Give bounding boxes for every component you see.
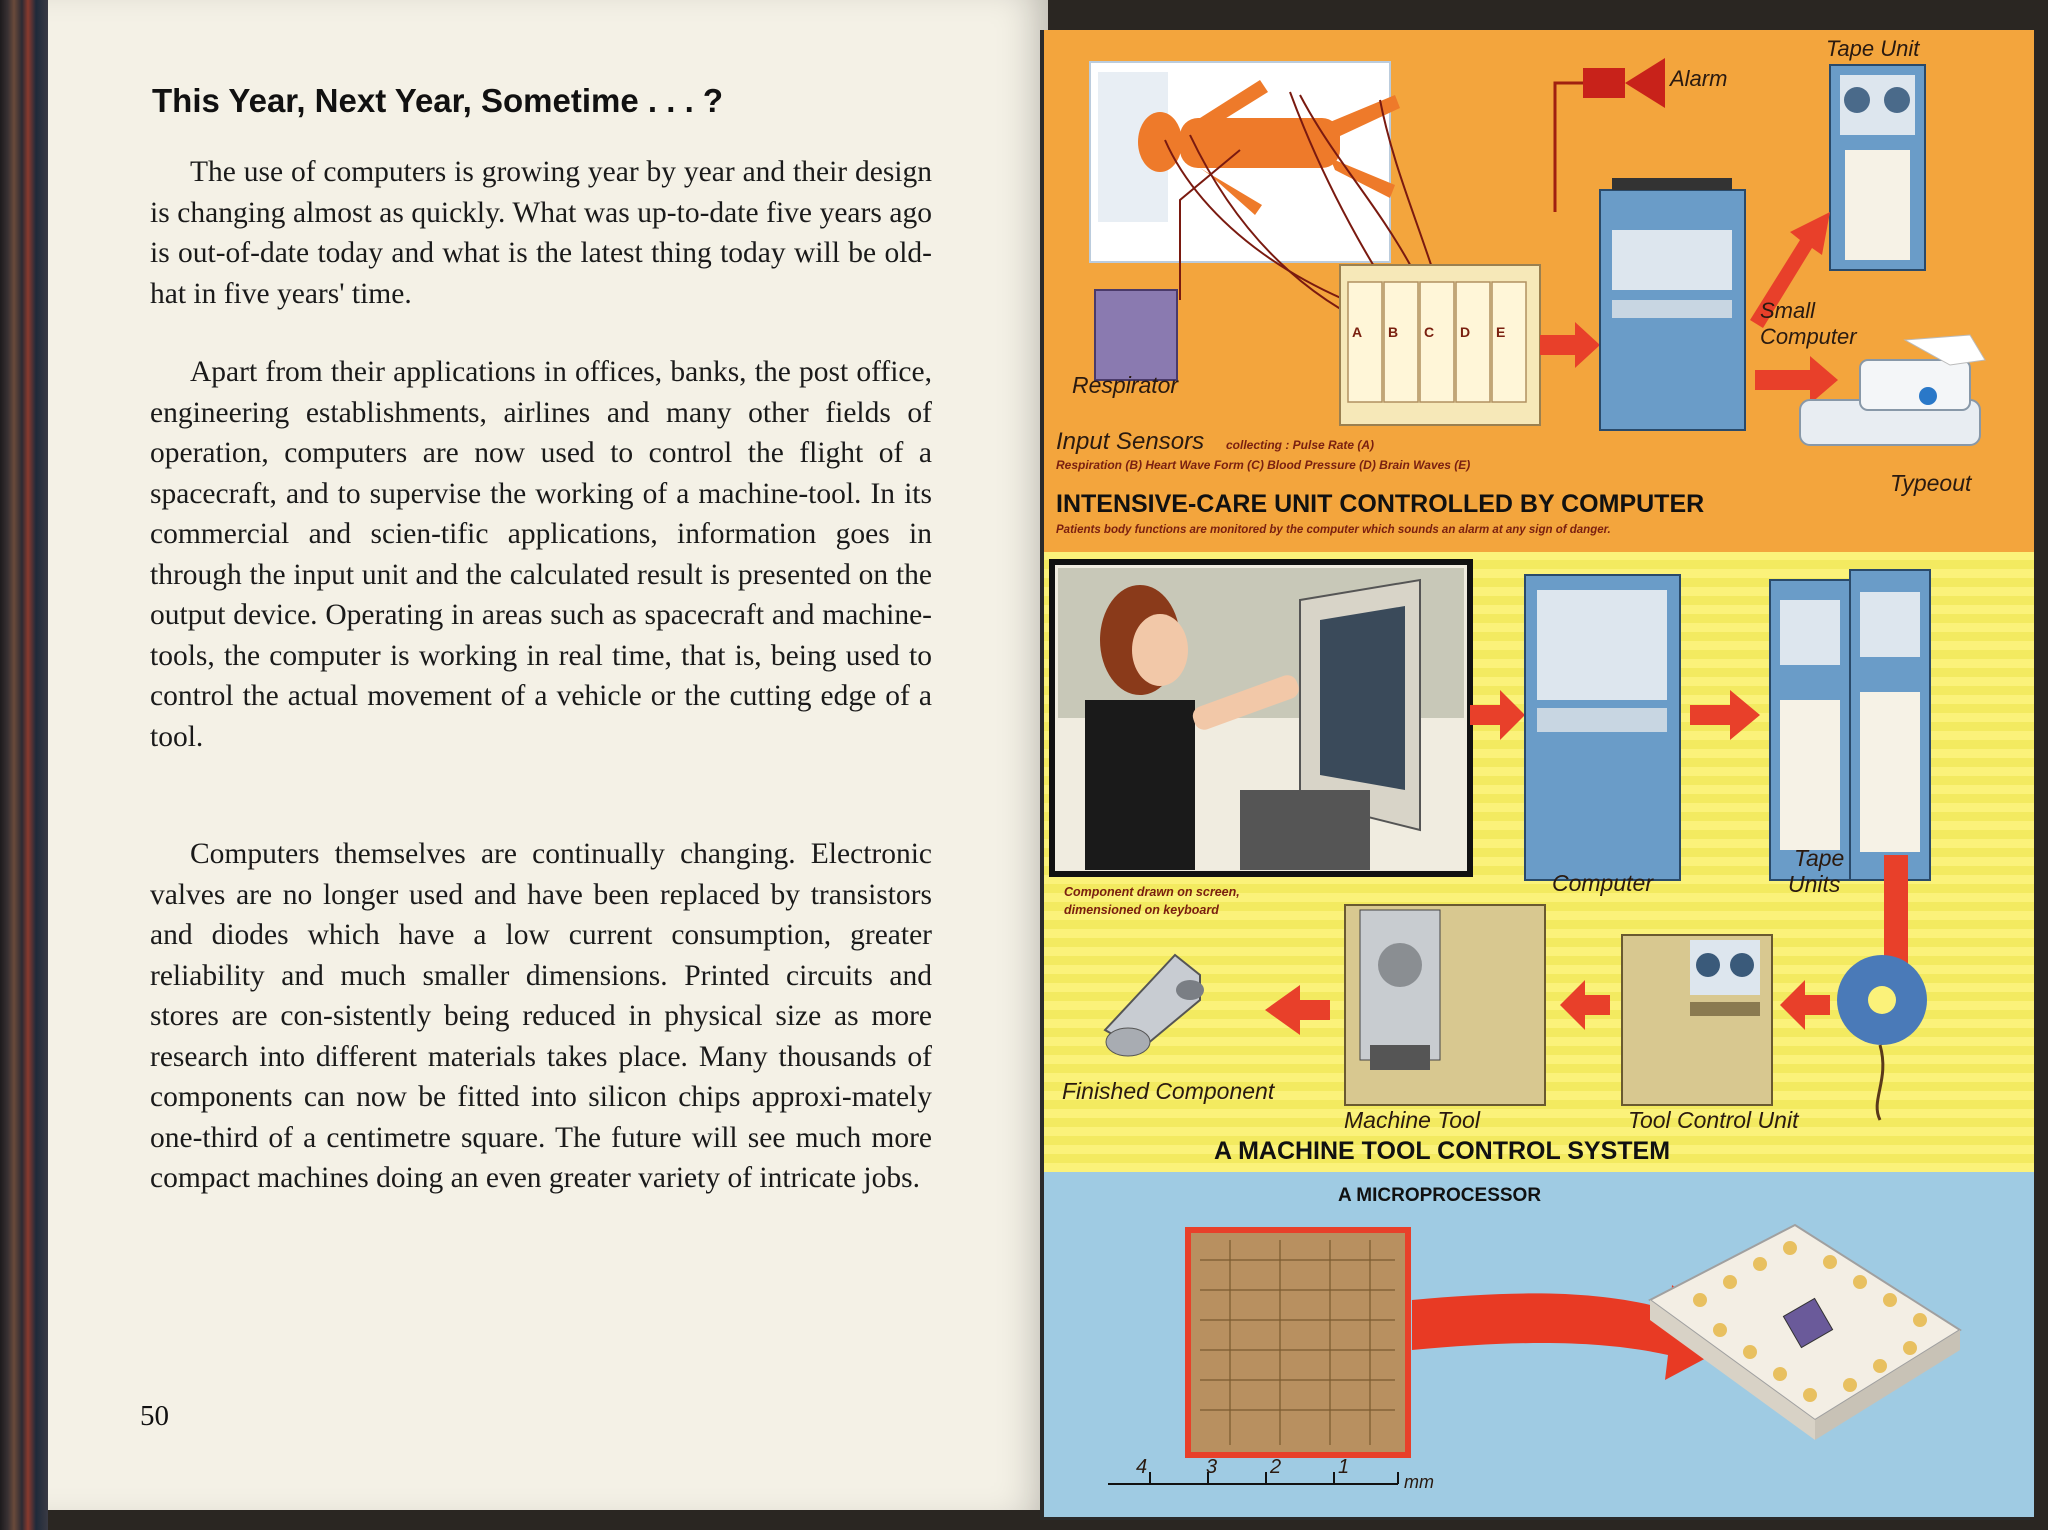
label-machine-tool: Machine Tool	[1344, 1107, 1480, 1133]
label-input-sensors: Input Sensors	[1056, 428, 1205, 455]
label-respirator: Respirator	[1072, 372, 1179, 398]
label-typeout: Typeout	[1890, 470, 1972, 496]
label-sensors-detail-2: Respiration (B) Heart Wave Form (C) Blood Pressure (D) Brain Waves (E)	[1056, 458, 1471, 472]
page-number: 50	[140, 1400, 169, 1432]
channel-label-c: C	[1424, 324, 1435, 340]
microprocessor-title: A MICROPROCESSOR	[1338, 1185, 1542, 1206]
scale-label-3: 3	[1206, 1456, 1218, 1478]
scale-label-2: 2	[1270, 1456, 1282, 1478]
scale-unit: mm	[1404, 1472, 1434, 1492]
label-tape-units-2: Units	[1788, 871, 1841, 897]
label-screen-caption-1: Component drawn on screen,	[1064, 885, 1240, 899]
channel-label-a: A	[1352, 324, 1363, 340]
label-alarm: Alarm	[1670, 66, 1728, 91]
label-screen-caption-2: dimensioned on keyboard	[1064, 903, 1219, 917]
scale-label-1: 1	[1338, 1456, 1350, 1478]
label-tape-unit: Tape Unit	[1826, 36, 1920, 61]
paragraph-2: Apart from their applications in offices, banks, the post office, engineering establishments, airlines and many other fields of operation, computers are now used to control the flight of a spacecraft, and to supervise the working of a machine-tool. In its commercial and scien-tific applications, information goes in through the input unit and the calculated result is presented on the output device. Operating in areas such as spacecraft and machine-tools, the computer is working in real time, that is, being used to control the actual movement of a vehicle or the cutting edge of a tool.	[150, 356, 932, 753]
scale-bar	[1108, 1472, 1398, 1484]
paragraph-3: Computers themselves are continually changing. Electronic valves are no longer used and have been replaced by transistors and diodes which have a low current consumption, greater reliability and much smaller dimensions. Printed circuits and stores are con-sistently being reduced in physical size as more research into different materials takes place. Many thousands of components can now be fitted into silicon chips approxi-mately one-third of a centimetre square. The future will see much more compact machines doing an even greater variety of intricate jobs.	[150, 838, 932, 1194]
channel-label-d: D	[1460, 324, 1471, 340]
scale-label-4: 4	[1136, 1456, 1148, 1478]
page-heading: This Year, Next Year, Sometime . . . ?	[152, 82, 724, 119]
label-tool-control-unit: Tool Control Unit	[1628, 1107, 1799, 1133]
icu-title: INTENSIVE-CARE UNIT CONTROLLED BY COMPUTER	[1056, 490, 1705, 518]
label-finished-component: Finished Component	[1062, 1078, 1275, 1104]
silicon-chip-icon	[1188, 1230, 1408, 1455]
channel-label-b: B	[1388, 324, 1399, 340]
label-small-computer-2: Computer	[1760, 324, 1857, 349]
label-small-computer-1: Small	[1760, 298, 1816, 323]
label-computer: Computer	[1552, 870, 1653, 896]
machine-tool-title: A MACHINE TOOL CONTROL SYSTEM	[1214, 1137, 1671, 1165]
paragraph-1: The use of computers is growing year by year and their design is changing almost as quickly. What was up-to-date five years ago is out-of-date today and what is the latest thing today will be old-hat in five years' time.	[150, 156, 932, 310]
icu-subtitle: Patients body functions are monitored by the computer which sounds an alarm at any sign of danger.	[1056, 524, 1611, 536]
label-sensors-detail-1: collecting : Pulse Rate (A)	[1226, 438, 1375, 452]
label-tape-units-1: Tape	[1794, 845, 1845, 871]
channel-label-e: E	[1496, 324, 1506, 340]
